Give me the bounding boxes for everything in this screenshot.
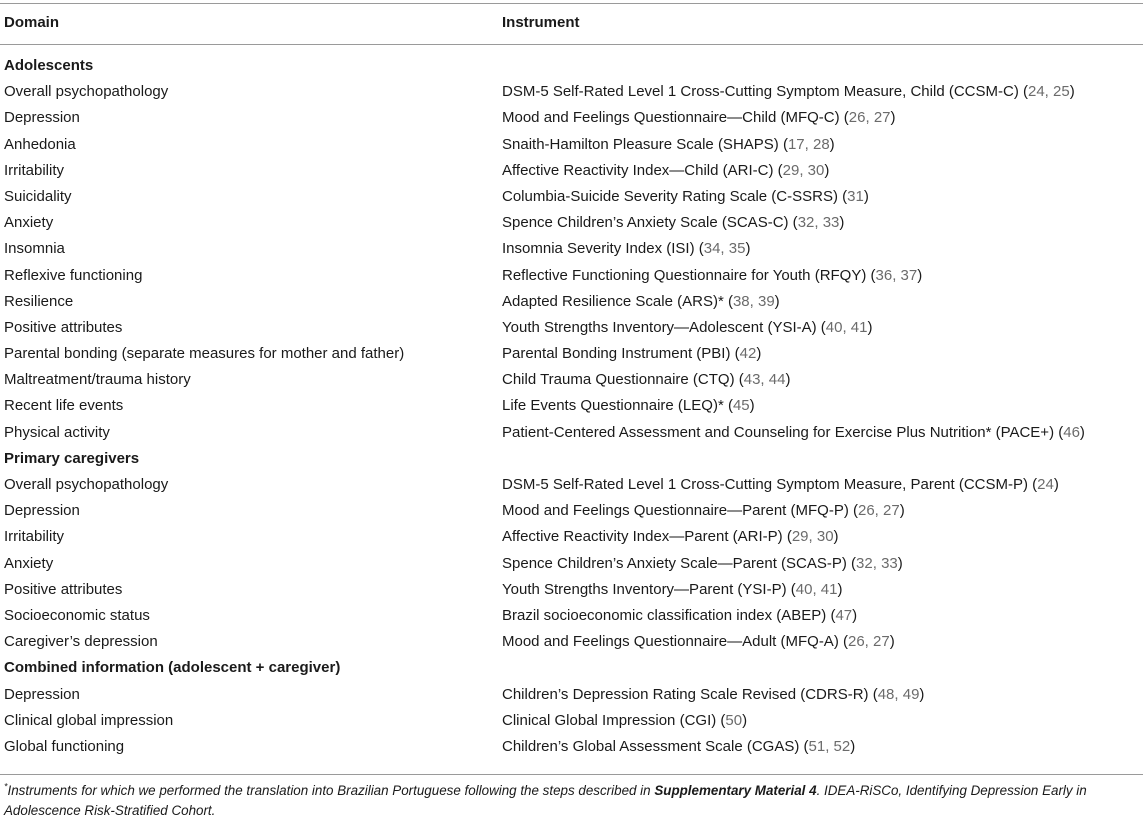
reference-link[interactable]: 31 (847, 187, 864, 205)
reference-link[interactable]: 45 (732, 397, 750, 415)
domain-cell: Irritability (4, 528, 65, 546)
domain-cell: Depression (4, 502, 80, 520)
instrument-name: Mood and Feelings Questionnaire—Child (MFQ-C) ( (502, 109, 849, 127)
reference-link[interactable]: 32, 33 (856, 554, 898, 572)
closing-paren: ) (1079, 423, 1085, 441)
closing-paren: ) (889, 633, 895, 651)
table-row (0, 603, 1143, 629)
table-row (0, 629, 1143, 655)
instrument-cell (502, 105, 896, 131)
domain-cell: Irritability (4, 161, 65, 179)
instrument-name: Children’s Global Assessment Scale (CGAS) ( (502, 737, 809, 755)
reference-link[interactable]: 24, 25 (1027, 83, 1070, 101)
domain-cell: Anxiety (4, 214, 54, 232)
instrument-cell (502, 682, 924, 708)
closing-paren: ) (897, 554, 903, 572)
closing-paren: ) (1053, 476, 1059, 493)
table-row (0, 524, 1143, 550)
table-row (0, 132, 1143, 158)
instrument-name: Mood and Feelings Questionnaire—Parent (MFQ-P) ( (502, 502, 858, 520)
instrument-cell (502, 289, 780, 315)
instrument-cell (502, 577, 842, 603)
instrument-name: Brazil socioeconomic classification index (ABEP) ( (502, 606, 836, 624)
instrument-cell (502, 708, 747, 734)
table-row (0, 236, 1143, 262)
instrument-name: Snaith-Hamilton Pleasure Scale (SHAPS) ( (502, 135, 788, 153)
table-bottom-rule (0, 774, 1143, 775)
domain-cell: Clinical global impression (4, 711, 174, 729)
footnote-text-after: . IDEA-RiSCo, Identifying Depression Early in Adolescence Risk-Stratified Cohort. (4, 783, 1087, 818)
footnote-supplementary-link[interactable]: Supplementary Material 4 (654, 783, 817, 798)
instrument-name: Mood and Feelings Questionnaire—Adult (MFQ-A) ( (502, 633, 848, 651)
reference-link[interactable]: 51, 52 (808, 737, 851, 755)
table-row (0, 393, 1143, 419)
instrument-cell (502, 472, 1059, 498)
instrument-cell (502, 367, 790, 393)
reference-link[interactable]: 24 (1037, 476, 1054, 493)
closing-paren: ) (837, 580, 843, 598)
instrument-cell (502, 315, 873, 341)
instrument-name: Affective Reactivity Index—Child (ARI-C) ( (502, 161, 783, 179)
closing-paren: ) (852, 606, 858, 624)
instrument-cell (502, 524, 839, 550)
instrument-cell (502, 79, 1075, 105)
domain-cell: Depression (4, 685, 80, 703)
closing-paren: ) (919, 685, 925, 703)
table-row (0, 79, 1143, 105)
instrument-cell (502, 210, 844, 236)
table-row (0, 158, 1143, 184)
reference-link[interactable]: 29, 30 (782, 161, 825, 179)
table-row (0, 472, 1143, 498)
closing-paren: ) (745, 240, 751, 258)
footnote-text-before: Instruments for which we performed the translation into Brazilian Portuguese following the steps described in (7, 783, 655, 798)
domain-cell: Caregiver’s depression (4, 633, 158, 651)
closing-paren: ) (863, 187, 869, 205)
instrument-cell (502, 629, 895, 655)
closing-paren: ) (833, 528, 839, 546)
instrument-name: Life Events Questionnaire (LEQ)* ( (502, 397, 733, 415)
domain-cell: Parental bonding (separate measures for mother and father) (4, 345, 405, 363)
instrument-name: Child Trauma Questionnaire (CTQ) ( (502, 371, 744, 389)
domain-cell: Anhedonia (4, 135, 76, 153)
domain-cell: Overall psychopathology (4, 476, 169, 493)
closing-paren: ) (1069, 83, 1075, 101)
table-row (0, 105, 1143, 131)
instrument-cell (502, 158, 829, 184)
instrument-cell (502, 236, 750, 262)
domain-cell: Anxiety (4, 554, 54, 572)
closing-paren: ) (917, 266, 923, 284)
table-header-row (0, 4, 1143, 44)
instrument-name: DSM-5 Self-Rated Level 1 Cross-Cutting Symptom Measure, Parent (CCSM-P) ( (502, 476, 1038, 493)
domain-cell: Depression (4, 109, 80, 127)
reference-link[interactable]: 43, 44 (743, 371, 786, 389)
section-title: Adolescents (4, 57, 94, 74)
reference-link[interactable]: 42 (739, 345, 757, 363)
domain-cell: Resilience (4, 292, 74, 310)
reference-link[interactable]: 47 (835, 606, 853, 624)
table-row (0, 341, 1143, 367)
domain-cell: Reflexive functioning (4, 266, 143, 284)
reference-link[interactable]: 46 (1063, 423, 1080, 441)
header-domain: Domain (4, 14, 60, 31)
domain-cell: Maltreatment/trauma history (4, 371, 191, 389)
section-title: Primary caregivers (4, 449, 140, 467)
table-body (0, 53, 1143, 760)
closing-paren: ) (829, 135, 835, 153)
closing-paren: ) (756, 345, 762, 363)
closing-paren: ) (839, 214, 845, 232)
instrument-cell (502, 420, 1085, 446)
domain-cell: Positive attributes (4, 580, 123, 598)
instrument-name: DSM-5 Self-Rated Level 1 Cross-Cutting Symptom Measure, Child (CCSM-C) ( (502, 83, 1028, 101)
reference-link[interactable]: 17, 28 (787, 135, 830, 153)
instrument-name: Clinical Global Impression (CGI) ( (502, 711, 726, 729)
table-header-rule (0, 44, 1143, 45)
table-row (0, 367, 1143, 393)
header-instrument: Instrument (502, 14, 580, 31)
instrument-name: Reflective Functioning Questionnaire for Youth (RFQY) ( (502, 266, 876, 284)
reference-link[interactable]: 36, 37 (875, 266, 918, 284)
instrument-cell (502, 341, 761, 367)
table-row (0, 315, 1143, 341)
closing-paren: ) (867, 318, 873, 336)
domain-cell: Positive attributes (4, 318, 123, 336)
instrument-name: Spence Children’s Anxiety Scale—Parent (SCAS-P) ( (502, 554, 857, 572)
instrument-cell (502, 734, 855, 760)
reference-link[interactable]: 29, 30 (791, 528, 834, 546)
closing-paren: ) (890, 109, 896, 127)
instrument-name: Affective Reactivity Index—Parent (ARI-P) ( (502, 528, 792, 546)
reference-link[interactable]: 34, 35 (703, 240, 746, 258)
table-row (0, 184, 1143, 210)
closing-paren: ) (824, 161, 830, 179)
table-row (0, 289, 1143, 315)
footnote-marker: * (4, 781, 8, 792)
table-row (0, 682, 1143, 708)
table-row (0, 577, 1143, 603)
domain-cell: Physical activity (4, 423, 110, 441)
instrument-cell (502, 551, 903, 577)
instrument-cell (502, 603, 857, 629)
section-heading-row (0, 446, 1143, 472)
instrument-name: Adapted Resilience Scale (ARS)* ( (502, 292, 733, 310)
table-row (0, 498, 1143, 524)
instrument-name: Children’s Depression Rating Scale Revised (CDRS-R) ( (502, 685, 878, 703)
section-title: Combined information (adolescent + caregiver) (4, 659, 341, 677)
reference-link[interactable]: 48, 49 (877, 685, 920, 703)
domain-cell: Socioeconomic status (4, 606, 150, 624)
table-footnote (4, 781, 1140, 821)
table-row (0, 551, 1143, 577)
instrument-name: Youth Strengths Inventory—Parent (YSI-P) ( (502, 580, 796, 598)
instrument-name: Insomnia Severity Index (ISI) ( (502, 240, 704, 258)
instrument-name: Spence Children’s Anxiety Scale (SCAS-C) ( (502, 214, 798, 232)
reference-link[interactable]: 38, 39 (732, 292, 775, 310)
reference-link[interactable]: 32, 33 (797, 214, 840, 232)
instrument-name: Youth Strengths Inventory—Adolescent (YSI-A) ( (502, 318, 826, 336)
table-row (0, 210, 1143, 236)
reference-link[interactable]: 40, 41 (825, 318, 868, 336)
section-heading-row (0, 655, 1143, 681)
table-row (0, 708, 1143, 734)
closing-paren: ) (785, 371, 791, 389)
instrument-name: Patient-Centered Assessment and Counseling for Exercise Plus Nutrition* (PACE+) ( (502, 423, 1064, 441)
closing-paren: ) (899, 502, 905, 520)
closing-paren: ) (749, 397, 755, 415)
table-row (0, 420, 1143, 446)
instrument-cell (502, 498, 905, 524)
closing-paren: ) (850, 737, 856, 755)
reference-link[interactable]: 26, 27 (857, 502, 900, 520)
closing-paren: ) (774, 292, 780, 310)
instrument-name: Parental Bonding Instrument (PBI) ( (502, 345, 740, 363)
reference-link[interactable]: 26, 27 (847, 633, 890, 651)
closing-paren: ) (742, 711, 748, 729)
reference-link[interactable]: 50 (725, 711, 743, 729)
reference-link[interactable]: 40, 41 (795, 580, 838, 598)
domain-cell: Recent life events (4, 397, 124, 415)
reference-link[interactable]: 26, 27 (848, 109, 891, 127)
instrument-cell (502, 132, 835, 158)
section-heading-row (0, 53, 1143, 79)
domain-cell: Insomnia (4, 240, 65, 258)
instrument-name: Columbia-Suicide Severity Rating Scale (C-SSRS) ( (502, 187, 848, 205)
instrument-cell (502, 393, 755, 419)
instrument-cell (502, 263, 922, 289)
domain-cell: Overall psychopathology (4, 83, 169, 101)
table-row (0, 263, 1143, 289)
table-row (0, 734, 1143, 760)
domain-cell: Global functioning (4, 737, 125, 755)
instrument-cell (502, 184, 869, 210)
domain-cell: Suicidality (4, 187, 72, 205)
